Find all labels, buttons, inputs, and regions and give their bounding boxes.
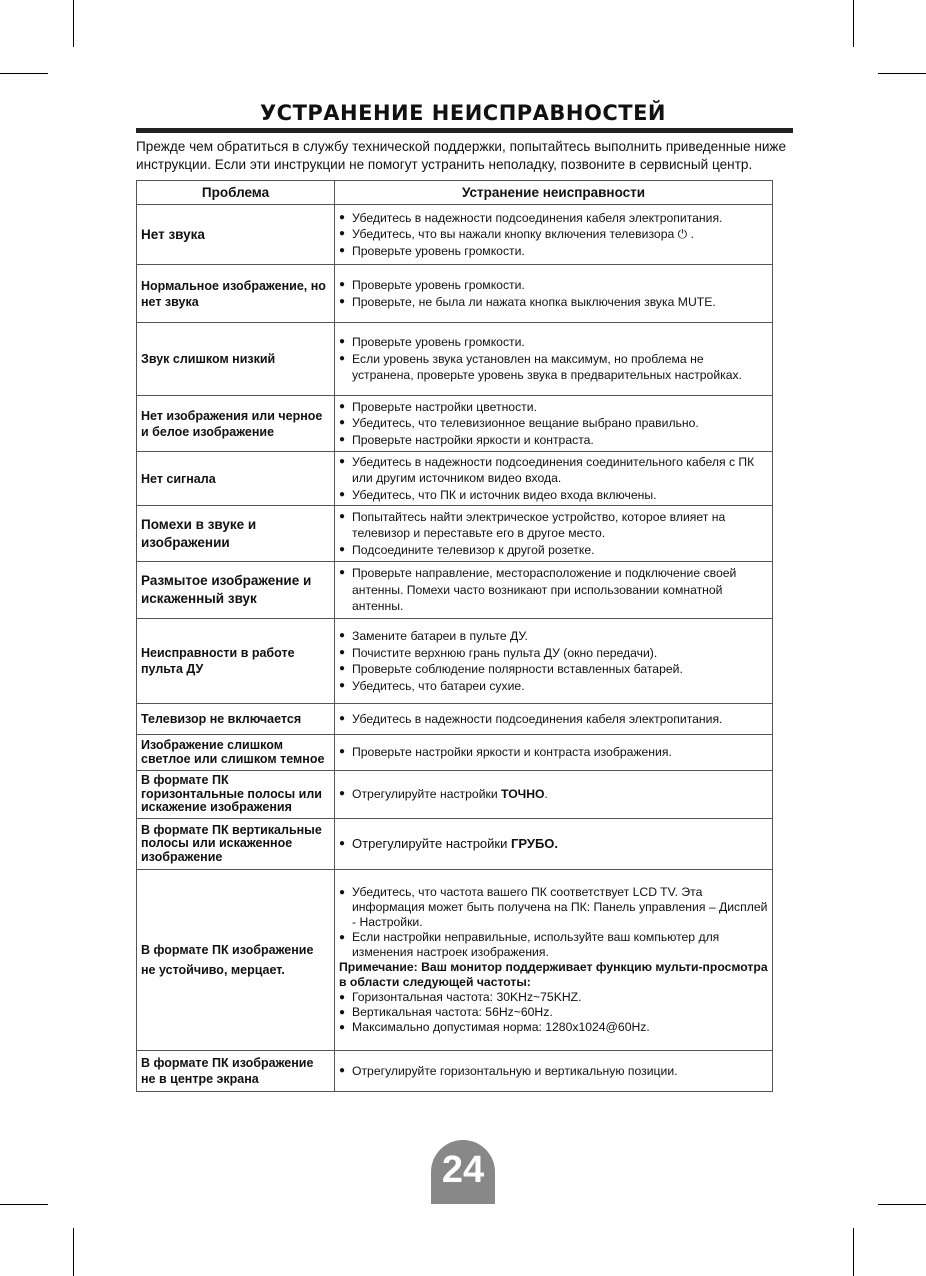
- solution-cell: [335, 506, 773, 562]
- solution-item: ● Убедитесь, что частота вашего ПК соответствует LCD TV. Эта информация может быть получена на ПК: Панель управления – Дисплей - Настройки.: [339, 885, 768, 930]
- problem-cell: Нет изображения или черное и белое изображение: [137, 396, 335, 452]
- solution-item: ● Проверьте направление, месторасположение и подключение своей антенны. Помехи часто возникают при использовании комнатной антенны.: [339, 565, 768, 615]
- solution-text: .: [544, 787, 548, 802]
- problem-cell: Изображение слишком светлое или слишком темное: [137, 735, 335, 771]
- solution-item: ● Вертикальная частота: 56Hz~60Hz.: [339, 1005, 768, 1020]
- table-header-row: [137, 181, 773, 205]
- crop-mark: [73, 0, 74, 47]
- problem-cell: Неисправности в работе пульта ДУ: [137, 619, 335, 704]
- solution-item: [339, 836, 768, 853]
- table-row: [137, 819, 773, 870]
- problem-cell: Звук слишком низкий: [137, 323, 335, 396]
- solution-item: ● Убедитесь в надежности подсоединения кабеля электропитания.: [339, 711, 768, 728]
- problem-cell: Нет звука: [137, 205, 335, 265]
- solution-item: ● Проверьте, не была ли нажата кнопка выключения звука MUTE.: [339, 294, 768, 311]
- table-row: [137, 396, 773, 452]
- intro-line: инструкции. Если эти инструкции не помогут устранить неполадку, позвоните в сервисный центр.: [136, 157, 753, 172]
- crop-mark: [853, 0, 854, 47]
- solution-item: ● Почистите верхнюю грань пульта ДУ (окно передачи).: [339, 645, 768, 662]
- column-header-problem: Проблема: [137, 181, 335, 205]
- solution-cell: [335, 323, 773, 396]
- page-title: УСТРАНЕНИЕ НЕИСПРАВНОСТЕЙ: [259, 101, 666, 125]
- solution-item: ● Проверьте настройки цветности.: [339, 399, 768, 416]
- table-row: [137, 870, 773, 1051]
- table-row: [137, 735, 773, 771]
- problem-cell: Телевизор не включается: [137, 704, 335, 735]
- solution-text: Отрегулируйте настройки: [352, 835, 511, 851]
- table-row: [137, 619, 773, 704]
- setting-name: ТОЧНО: [501, 787, 545, 802]
- solution-item: ● Отрегулируйте горизонтальную и вертикальную позиции.: [339, 1063, 768, 1080]
- title-underline: [136, 128, 793, 133]
- solution-item: ● Если настройки неправильные, используйте ваш компьютер для изменения настроек изображения.: [339, 930, 768, 960]
- solution-cell: [335, 870, 773, 1051]
- crop-mark: [878, 1204, 926, 1205]
- solution-item: ● Проверьте уровень громкости.: [339, 243, 768, 260]
- intro-text: [136, 138, 796, 174]
- solution-cell: [335, 771, 773, 819]
- solution-item: ● Если уровень звука установлен на максимум, но проблема не устранена, проверьте уровень звука в предварительных настройках.: [339, 351, 768, 384]
- problem-cell: В формате ПК горизонтальные полосы или искажение изображения: [137, 771, 335, 819]
- table-row: [137, 506, 773, 562]
- solution-item: ● Проверьте уровень громкости.: [339, 277, 768, 294]
- setting-name: ГРУБО.: [510, 835, 559, 851]
- solution-item: ● Проверьте уровень громкости.: [339, 334, 768, 351]
- crop-mark: [73, 1228, 74, 1276]
- problem-cell: В формате ПК изображение не устойчиво, мерцает.: [137, 870, 335, 1051]
- problem-cell: Размытое изображение и искаженный звук: [137, 562, 335, 619]
- page-number: 24: [431, 1140, 495, 1204]
- solution-item: ● Убедитесь, что телевизионное вещание выбрано правильно.: [339, 415, 768, 432]
- solution-item: ● Убедитесь, что батареи сухие.: [339, 678, 768, 695]
- solution-cell: [335, 735, 773, 771]
- solution-cell: [335, 562, 773, 619]
- solution-item: ● Попытайтесь найти электрическое устройство, которое влияет на телевизор и переставьте его в другое место.: [339, 509, 768, 542]
- crop-mark: [878, 73, 926, 74]
- solution-item: ● Убедитесь, что вы нажали кнопку включения телевизора ⏻ .: [339, 226, 768, 243]
- intro-line: Прежде чем обратиться в службу технической поддержки, попытайтесь выполнить приведенные ниже: [136, 139, 787, 154]
- problem-cell: Помехи в звуке и изображении: [137, 506, 335, 562]
- solution-item: ● Убедитесь, что ПК и источник видео входа включены.: [339, 487, 768, 504]
- troubleshooting-table: [136, 180, 773, 1092]
- table-row: [137, 1051, 773, 1092]
- solution-cell: [335, 1051, 773, 1092]
- note-text: Примечание: Ваш монитор поддерживает функцию мульти-просмотра в области следующей частоты:: [339, 960, 768, 989]
- column-header-solution: Устранение неисправности: [335, 181, 773, 205]
- solution-text: Отрегулируйте настройки: [352, 787, 502, 802]
- table-row: [137, 323, 773, 396]
- solution-item: ● Подсоедините телевизор к другой розетке.: [339, 542, 768, 559]
- solution-item: ● Горизонтальная частота: 30KHz~75KHZ.: [339, 990, 768, 1005]
- table-row: [137, 704, 773, 735]
- table-row: [137, 562, 773, 619]
- solution-cell: [335, 396, 773, 452]
- solution-item: ● Убедитесь в надежности подсоединения соединительного кабеля с ПК или другим источником видео входа.: [339, 454, 768, 487]
- solution-item: ● Проверьте настройки яркости и контраста.: [339, 432, 768, 449]
- solution-item: ● Убедитесь в надежности подсоединения кабеля электропитания.: [339, 210, 768, 227]
- solution-cell: [335, 265, 773, 323]
- solution-item: ● Проверьте настройки яркости и контраста изображения.: [339, 744, 768, 761]
- problem-cell: В формате ПК вертикальные полосы или искаженное изображение: [137, 819, 335, 870]
- crop-mark: [0, 73, 48, 74]
- solution-cell: [335, 619, 773, 704]
- problem-cell: Нормальное изображение, но нет звука: [137, 265, 335, 323]
- crop-mark: [0, 1204, 48, 1205]
- solution-cell: [335, 704, 773, 735]
- table-row: [137, 771, 773, 819]
- solution-cell: [335, 452, 773, 506]
- crop-mark: [853, 1228, 854, 1276]
- solution-item: ● Максимально допустимая норма: 1280x1024@60Hz.: [339, 1020, 768, 1035]
- problem-cell: Нет сигнала: [137, 452, 335, 506]
- solution-cell: [335, 819, 773, 870]
- table-row: [137, 205, 773, 265]
- solution-cell: [335, 205, 773, 265]
- solution-item: [339, 786, 768, 803]
- table-row: [137, 452, 773, 506]
- solution-item: ● Проверьте соблюдение полярности вставленных батарей.: [339, 661, 768, 678]
- solution-item: ● Замените батареи в пульте ДУ.: [339, 628, 768, 645]
- table-row: [137, 265, 773, 323]
- problem-cell: В формате ПК изображение не в центре экрана: [137, 1051, 335, 1092]
